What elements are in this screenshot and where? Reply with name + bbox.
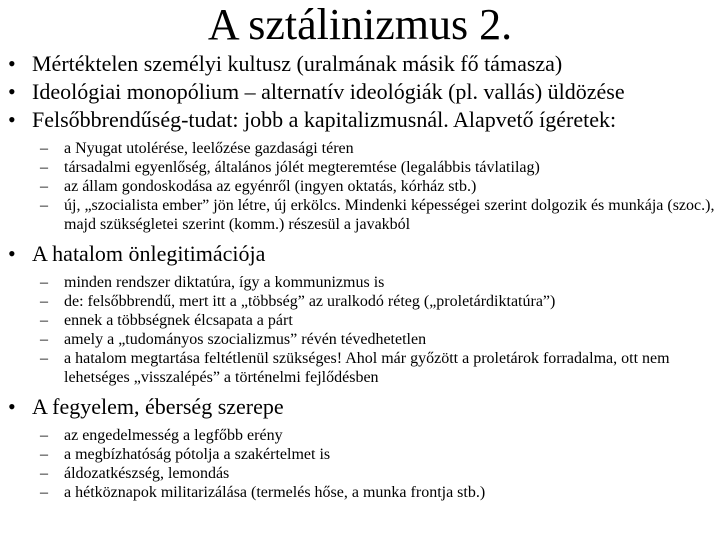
- sub-item-text: minden rendszer diktatúra, így a kommunizmus is: [64, 274, 385, 291]
- sub-item: [4, 483, 716, 502]
- dash-icon: –: [40, 350, 48, 367]
- sub-item: [4, 139, 716, 158]
- sub-item-text: az állam gondoskodása az egyénről (ingyen oktatás, kórház stb.): [64, 178, 477, 195]
- bullet-text: Felsőbbrendűség-tudat: jobb a kapitalizmusnál. Alapvető ígéretek:: [32, 107, 617, 132]
- sub-item-text: az engedelmesség a legfőbb erény: [64, 427, 283, 444]
- sub-item: [4, 426, 716, 445]
- bullet-dot-icon: •: [8, 51, 16, 76]
- sub-item-text: amely a „tudományos szocializmus” révén tévedhetetlen: [64, 331, 427, 348]
- sub-item-text: áldozatkészség, lemondás: [64, 465, 230, 482]
- sub-item-text: a hatalom megtartása feltétlenül szükséges! Ahol már győzött a proletárok forradalma, ott nem lehetséges „visszalépés” a történelmi fejlődésben: [64, 350, 670, 386]
- slide-title: A sztálinizmus 2.: [207, 0, 513, 49]
- sub-item: [4, 273, 716, 292]
- sub-item: [4, 177, 716, 196]
- sub-item-text: de: felsőbbrendű, mert itt a „többség” az uralkodó réteg („proletárdiktatúra”): [64, 293, 556, 310]
- dash-icon: –: [40, 331, 48, 348]
- dash-icon: –: [40, 140, 48, 157]
- dash-icon: –: [40, 293, 48, 310]
- sub-item-text: a Nyugat utolérése, leelőzése gazdasági téren: [64, 140, 354, 157]
- bullet-dot-icon: •: [8, 394, 16, 419]
- sub-item: [4, 158, 716, 177]
- sub-item-text: új, „szocialista ember” jön létre, új erkölcs. Mindenki képességei szerint dolgozik és munkája (szoc.), majd szükségletei szerint (komm.) részesül a javakból: [64, 197, 715, 233]
- bullet-dot-icon: •: [8, 79, 16, 104]
- bullet-3: [4, 106, 716, 134]
- sub-item: [4, 464, 716, 483]
- bullet-1: [4, 50, 716, 78]
- bullet-2: [4, 78, 716, 106]
- bullet-4: [4, 240, 716, 268]
- dash-icon: –: [40, 427, 48, 444]
- sub-item-text: ennek a többségnek élcsapata a párt: [64, 312, 293, 329]
- dash-icon: –: [40, 178, 48, 195]
- bullet-text: A fegyelem, éberség szerepe: [32, 394, 284, 419]
- sub-item: [4, 292, 716, 311]
- bullet-dot-icon: •: [8, 241, 16, 266]
- sub-item: [4, 349, 716, 387]
- slide-content: [4, 50, 716, 502]
- dash-icon: –: [40, 312, 48, 329]
- sub-item-text: a hétköznapok militarizálása (termelés hőse, a munka frontja stb.): [64, 484, 486, 501]
- dash-icon: –: [40, 484, 48, 501]
- dash-icon: –: [40, 274, 48, 291]
- bullet-text: A hatalom önlegitimációja: [32, 241, 266, 266]
- sub-item: [4, 330, 716, 349]
- dash-icon: –: [40, 465, 48, 482]
- sub-item-text: társadalmi egyenlőség, általános jólét megteremtése (legalábbis távlatilag): [64, 159, 540, 176]
- dash-icon: –: [40, 446, 48, 463]
- bullet-text: Ideológiai monopólium – alternatív ideológiák (pl. vallás) üldözése: [32, 79, 625, 104]
- sub-item-text: a megbízhatóság pótolja a szakértelmet is: [64, 446, 331, 463]
- sub-item: [4, 445, 716, 464]
- sub-item: [4, 196, 716, 234]
- bullet-text: Mértéktelen személyi kultusz (uralmának másik fő támasza): [32, 51, 563, 76]
- dash-icon: –: [40, 159, 48, 176]
- bullet-dot-icon: •: [8, 107, 16, 132]
- dash-icon: –: [40, 197, 48, 214]
- sub-item: [4, 311, 716, 330]
- bullet-5: [4, 393, 716, 421]
